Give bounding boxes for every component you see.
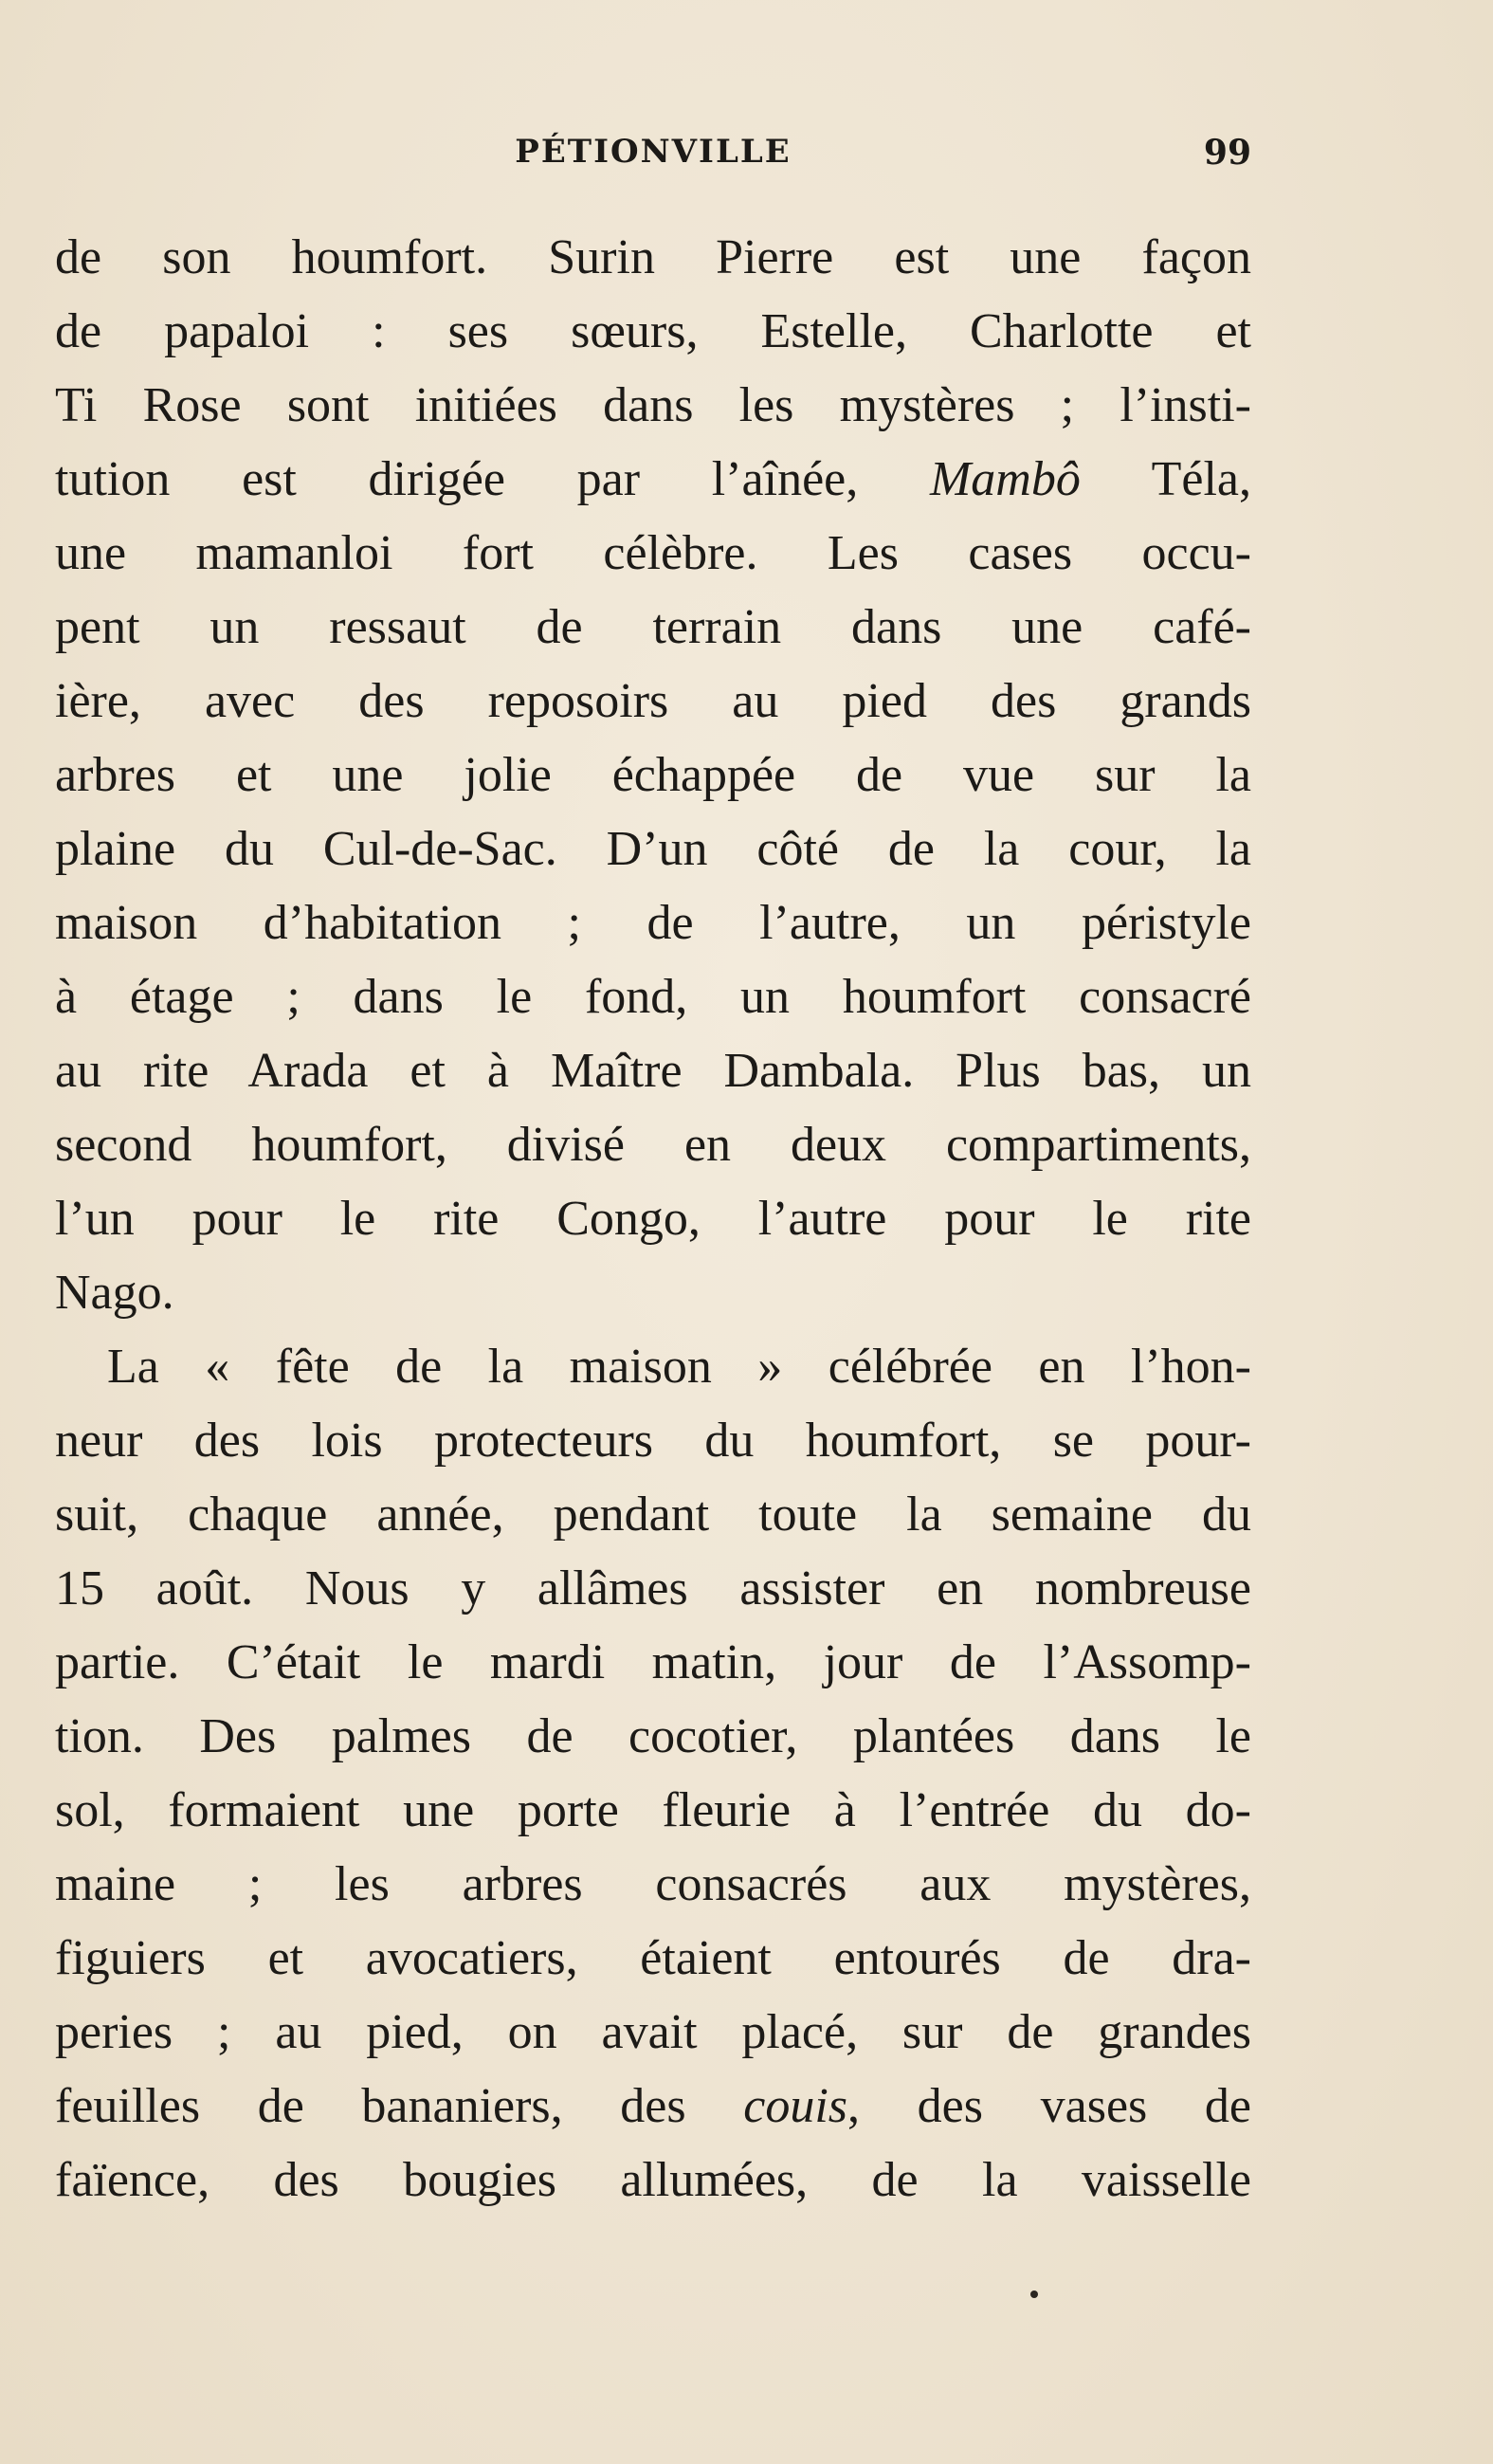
text-line: de son houmfort. Surin Pierre est une façon: [55, 230, 1251, 284]
text-line: figuiers et avocatiers, étaient entourés de dra-: [55, 1931, 1251, 1985]
italic-term: Mambô: [929, 452, 1081, 506]
text-line: second houmfort, divisé en deux compartiments,: [55, 1118, 1251, 1172]
text-line: au rite Arada et à Maître Dambala. Plus bas, un: [55, 1044, 1251, 1098]
text-line: neur des lois protecteurs du houmfort, se pour-: [55, 1414, 1251, 1468]
text-run: tution est dirigée par l’aînée,: [55, 452, 930, 506]
text-line: une mamanloi fort célèbre. Les cases occu-: [55, 526, 1251, 580]
ink-speck: [1030, 2291, 1038, 2298]
text-line: [55, 443, 1251, 517]
text-line: suit, chaque année, pendant toute la semaine du: [55, 1488, 1251, 1542]
text-line: Ti Rose sont initiées dans les mystères ; l’insti-: [55, 378, 1251, 432]
page-number: 99: [1203, 133, 1251, 173]
text-run: , des vases de: [847, 2079, 1251, 2133]
text-line: Nago.: [55, 1266, 174, 1320]
text-line: maine ; les arbres consacrés aux mystères,: [55, 1857, 1251, 1911]
text-line: ière, avec des reposoirs au pied des grands: [55, 674, 1251, 728]
text-line: plaine du Cul-de-Sac. D’un côté de la cour, la: [55, 822, 1251, 876]
text-line: de papaloi : ses sœurs, Estelle, Charlotte et: [55, 304, 1251, 358]
text-line: La « fête de la maison » célébrée en l’hon-: [107, 1340, 1251, 1394]
italic-term: couis: [743, 2079, 848, 2133]
text-line: pent un ressaut de terrain dans une café-: [55, 600, 1251, 654]
body-text: [55, 221, 1251, 2218]
text-line: l’un pour le rite Congo, l’autre pour le rite: [55, 1192, 1251, 1246]
text-line: à étage ; dans le fond, un houmfort consacré: [55, 970, 1251, 1024]
text-line: partie. C’était le mardi matin, jour de l’Assomp-: [55, 1635, 1251, 1689]
text-line: faïence, des bougies allumées, de la vaisselle: [55, 2153, 1251, 2207]
running-title: PÉTIONVILLE: [515, 133, 792, 171]
text-line: arbres et une jolie échappée de vue sur la: [55, 748, 1251, 802]
text-run: Téla,: [1080, 452, 1252, 506]
text-line: maison d’habitation ; de l’autre, un péristyle: [55, 896, 1251, 950]
text-line: [55, 2070, 1251, 2144]
text-line: 15 août. Nous y allâmes assister en nombreuse: [55, 1561, 1251, 1615]
text-line: sol, formaient une porte fleurie à l’entrée du do-: [55, 1783, 1251, 1837]
text-line: tion. Des palmes de cocotier, plantées dans le: [55, 1709, 1251, 1763]
text-line: peries ; au pied, on avait placé, sur de grandes: [55, 2005, 1251, 2059]
page-header: [55, 133, 1251, 180]
text-run: feuilles de bananiers, des: [55, 2079, 744, 2133]
